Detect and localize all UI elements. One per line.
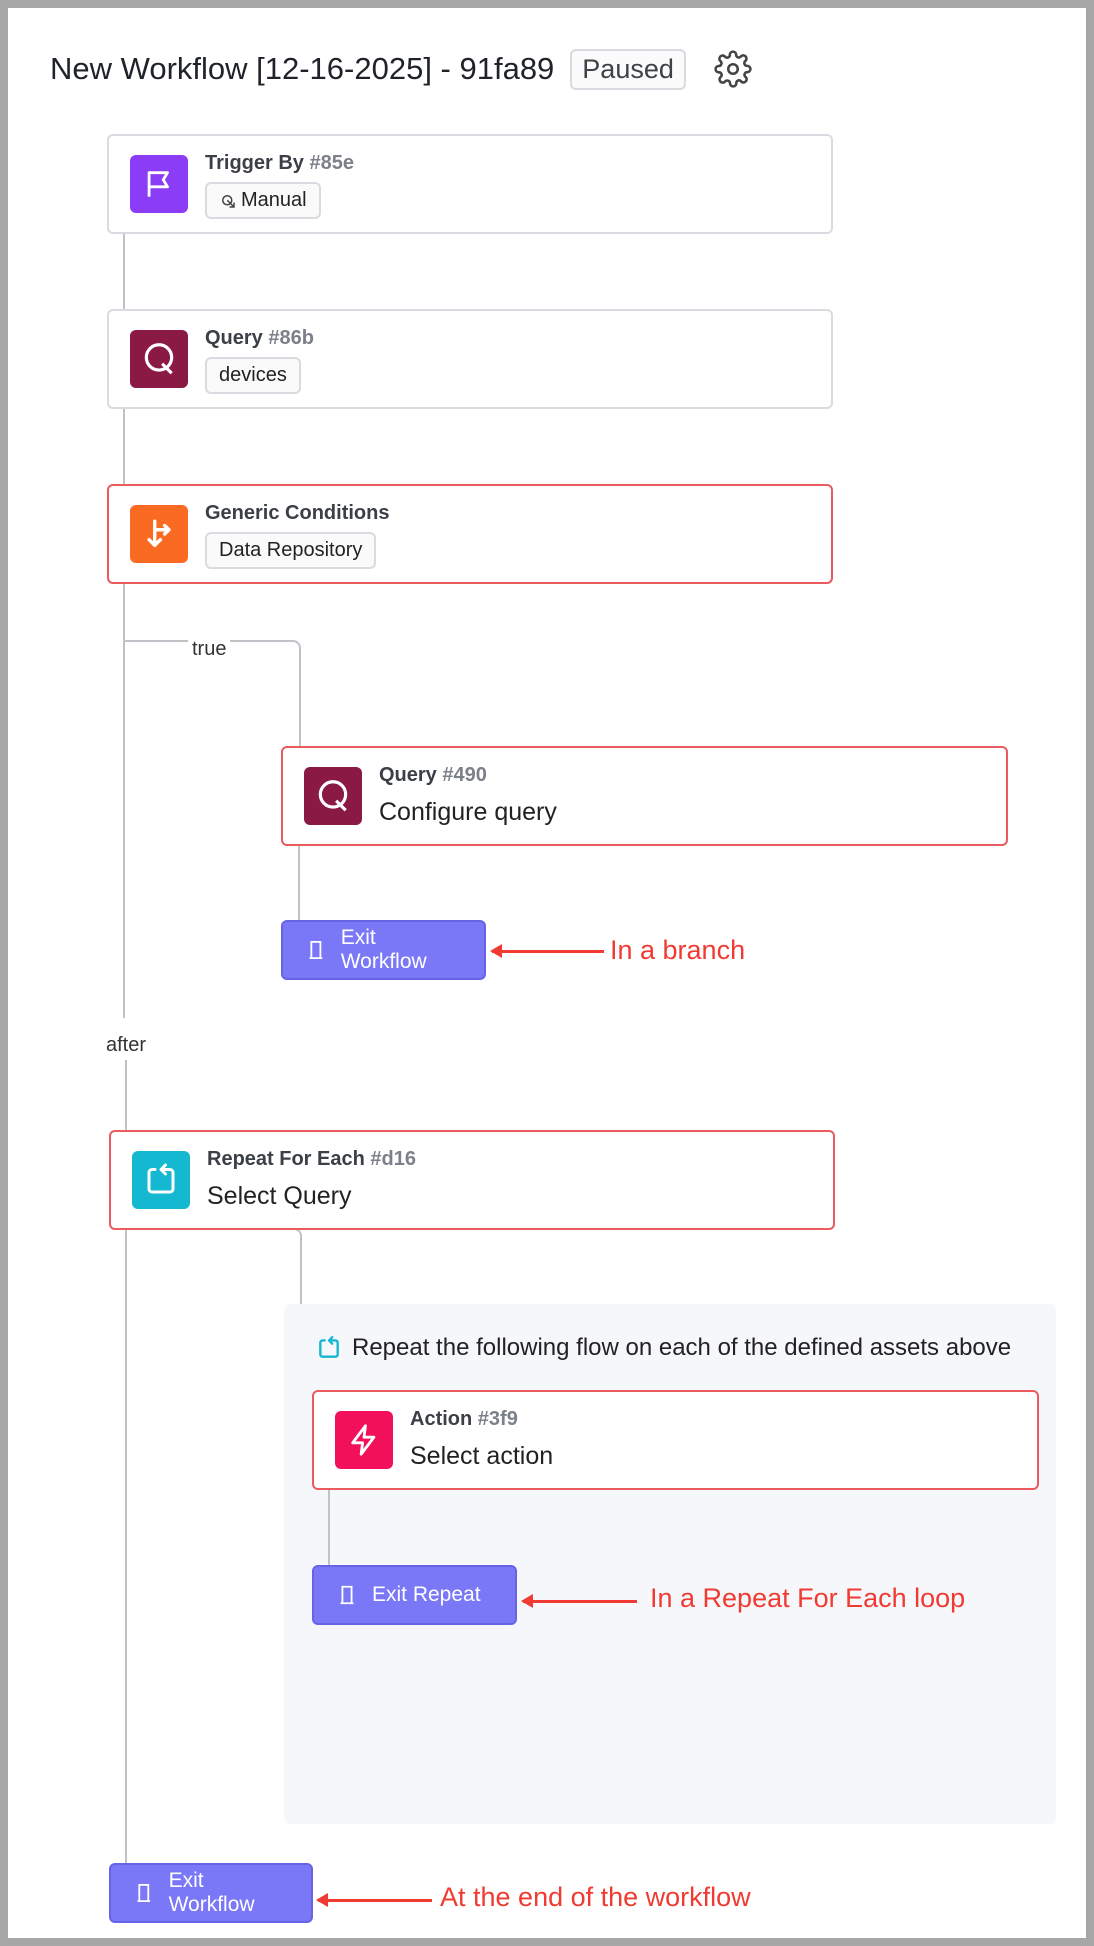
node-title: Action #3f9: [410, 1408, 518, 1430]
connector-loop: [125, 1228, 302, 1304]
node-title: Trigger By #85e: [205, 152, 354, 174]
exit-workflow-end-button[interactable]: Exit Workflow: [109, 1863, 313, 1923]
repeat-loop-container: [284, 1304, 1056, 1824]
generic-conditions-node[interactable]: [107, 484, 833, 584]
node-title: Repeat For Each #d16: [207, 1148, 416, 1170]
exit-workflow-branch-button[interactable]: Exit Workflow: [281, 920, 486, 980]
flag-icon: [130, 155, 188, 213]
workflow-title: New Workflow [12-16-2025] - 91fa89: [50, 51, 555, 86]
exit-door-icon: [133, 1882, 155, 1904]
repeat-icon: [132, 1151, 190, 1209]
connector-main-end: [125, 1228, 127, 1864]
status-badge: Paused: [570, 49, 686, 90]
query-icon: [304, 767, 362, 825]
query-node-490[interactable]: [281, 746, 1008, 846]
annotation-repeat: In a Repeat For Each loop: [650, 1583, 966, 1613]
node-title: Query #490: [379, 764, 487, 786]
node-title: Query #86b: [205, 327, 314, 349]
branch-icon: [130, 505, 188, 563]
query-node-86b[interactable]: [107, 309, 833, 409]
edge-label-after: after: [102, 1034, 150, 1057]
node-subtitle: Select Query: [207, 1182, 352, 1210]
connector-branch-exit: [298, 845, 300, 921]
connector-main-1: [123, 234, 125, 310]
connector-action-exit: [328, 1490, 330, 1566]
loop-header: Repeat the following flow on each of the defined assets above: [316, 1334, 1011, 1362]
exit-door-icon: [305, 939, 327, 961]
repeat-icon: [316, 1335, 342, 1361]
query-icon: [130, 330, 188, 388]
annotation-arrow-end: [318, 1899, 432, 1902]
action-node[interactable]: [312, 1390, 1039, 1490]
workflow-header: [50, 48, 752, 90]
settings-gear-icon[interactable]: [714, 50, 752, 88]
manual-trigger-icon: [219, 192, 237, 210]
trigger-node[interactable]: [107, 134, 833, 234]
conditions-tag: Data Repository: [205, 532, 376, 569]
edge-label-true: true: [188, 638, 230, 661]
annotation-branch: In a branch: [610, 935, 746, 965]
node-subtitle: Select action: [410, 1442, 554, 1470]
query-tag: devices: [205, 357, 301, 394]
trigger-tag: Manual: [205, 182, 321, 219]
exit-repeat-button[interactable]: Exit Repeat: [312, 1565, 517, 1625]
annotation-arrow-branch: [492, 950, 604, 953]
annotation-arrow-repeat: [523, 1600, 637, 1603]
exit-door-icon: [336, 1584, 358, 1606]
connector-after: [125, 1060, 127, 1130]
annotation-end: At the end of the workflow: [440, 1882, 751, 1912]
connector-main-2: [123, 408, 125, 484]
node-subtitle: Configure query: [379, 798, 557, 826]
node-title: Generic Conditions: [205, 502, 390, 524]
lightning-icon: [335, 1411, 393, 1469]
repeat-for-each-node[interactable]: [109, 1130, 835, 1230]
